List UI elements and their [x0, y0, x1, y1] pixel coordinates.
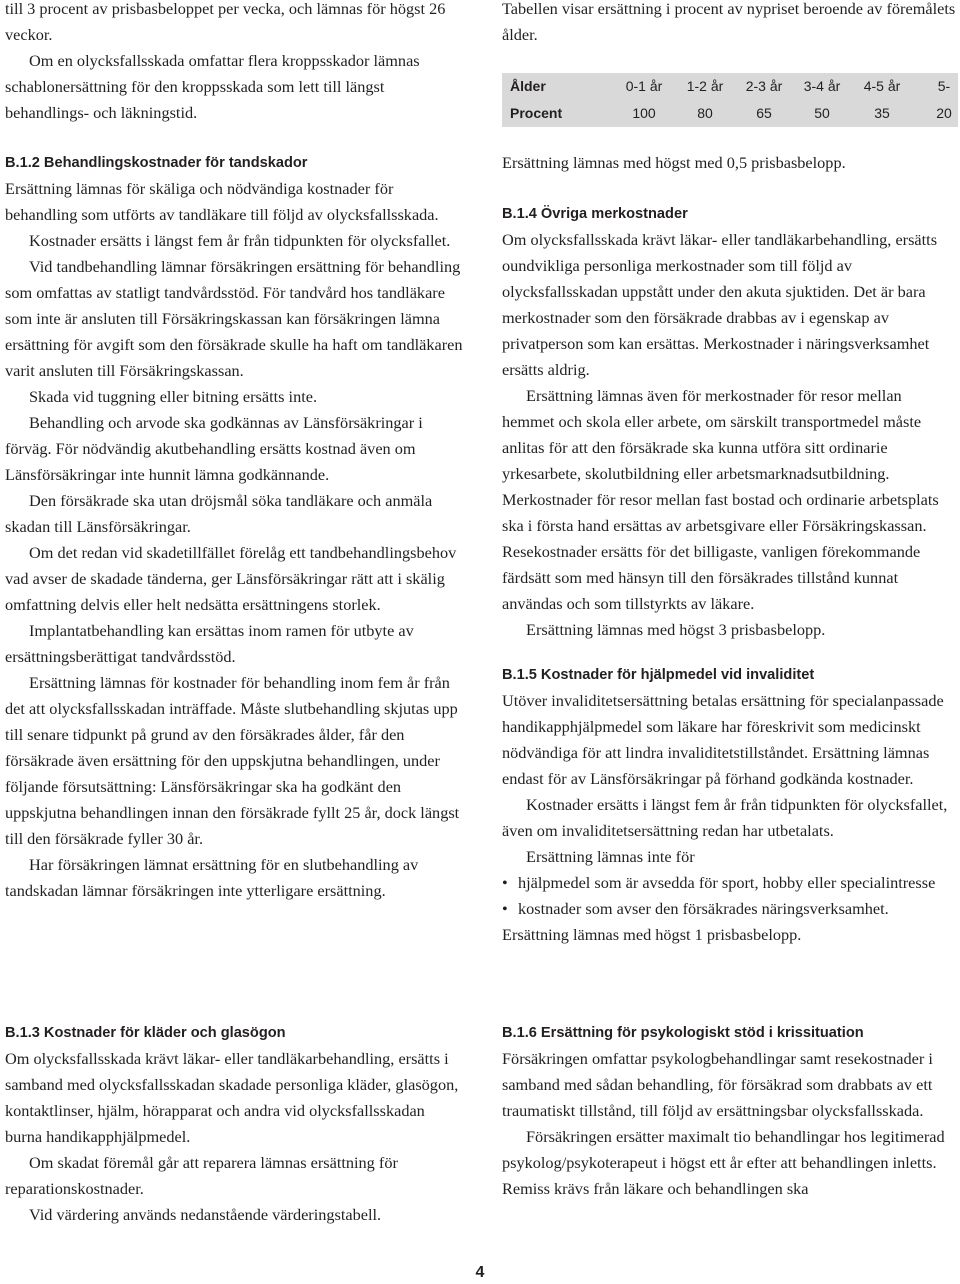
table-row-label: Procent [510, 105, 563, 121]
table-note [502, 150, 958, 176]
paragraph: Ersättning lämnas för kostnader för behandling inom fem år från det att olycksfallsskadan inträffade. Måste slutbehandling skjutas upp till senare tidpunkt på grund av den försäkrades ålder, får den försäkrade även ersättning för den uppskjutna behandlingen, under följande försutsättning: Länsförsäkringar ska ha godkänt den uppskjutna behandlingen innan den försäkrade fyllt 25 år, dock längst till den försäkrade fyller 30 år. [5, 673, 460, 848]
paragraph: Har försäkringen lämnat ersättning för en slutbehandling av tandskadan lämnar försäkringen inte ytterligare ersättning. [5, 855, 419, 900]
paragraph: Om skadat föremål går att reparera lämnas ersättning för reparationskostnader. [5, 1153, 398, 1198]
section-b12 [5, 150, 463, 904]
table-cell: 35 [874, 105, 890, 121]
continued-text-section [5, 0, 463, 126]
section-heading: B.1.5 Kostnader för hjälpmedel vid invaliditet [502, 667, 815, 683]
table-cell: 2-3 år [745, 78, 783, 94]
paragraph: Ersättning lämnas även för merkostnader för resor mellan hemmet och skola eller arbete, om särskilt transportmedel måste anlitas för att den försäkrade ska kunna utföra sitt ordinarie yrkesarbete, skolutbildning eller arbetsmarknadsutbildning. Merkostnader för resor mellan fast bostad och ordinarie arbetsplats ska i första hand ersättas av arbetsgivare eller Försäkringskassan. Resekostnader ersätts för det billigaste, vanligen förekommande färdsätt som med hänsyn till den försäkrades tillstånd kunnat användas och som tillstyrkts av läkare. [502, 386, 939, 613]
paragraph: Försäkringen ersätter maximalt tio behandlingar hos legitimerad psykolog/psykoterapeut i högst ett år efter att behandlingen inletts. Remiss krävs från läkare och behandlingen ska [502, 1127, 945, 1198]
section-heading: B.1.2 Behandlingskostnader för tandskador [5, 155, 308, 171]
section-b15 [502, 662, 958, 948]
paragraph: Ersättning lämnas med högst 3 prisbasbelopp. [526, 620, 826, 639]
paragraph: Skada vid tuggning eller bitning ersätts inte. [29, 387, 318, 406]
paragraph: Försäkringen omfattar psykologbehandlingar samt resekostnader i samband med sådan behandling, för försäkrad som drabbats av ett traumatiskt tillstånd, till följd av ersättningsbar olycksfallsskada. [502, 1049, 933, 1120]
table-cell: 80 [697, 105, 713, 121]
table-cell: 100 [632, 105, 656, 121]
paragraph: Vid tandbehandling lämnar försäkringen ersättning för behandling som omfattas av statligt tandvårdsstöd. För tandvård hos tandläkare som inte är ansluten till Försäkringskassan kan försäkringen lämna ersättning för avgift som den försäkrade skulle ha haft om tandläkaren varit ansluten till Försäkringskassan. [5, 257, 463, 380]
section-b14 [502, 201, 958, 643]
paragraph: Den försäkrade ska utan dröjsmål söka tandläkare och anmäla skadan till Länsförsäkringar. [5, 491, 433, 536]
valuation-table [502, 73, 958, 127]
paragraph: Behandling och arvode ska godkännas av Länsförsäkringar i förväg. För nödvändig akutbehandling ersätts kostnad även om Länsförsäkringar inte hunnit lämna godkännande. [5, 413, 423, 484]
paragraph: Ersättning lämnas med högst 1 prisbasbelopp. [502, 925, 802, 944]
paragraph: Ersättning lämnas för skäliga och nödvändiga kostnader för behandling som utförts av tandläkare till följd av olycksfallsskada. [5, 179, 439, 224]
table-cell: 20 [936, 105, 952, 121]
table-cell: 50 [814, 105, 830, 121]
table-cell: 3-4 år [803, 78, 841, 94]
paragraph: Vid värdering används nedanstående värderingstabell. [29, 1205, 382, 1224]
paragraph: Om olycksfallsskada krävt läkar- eller tandläkarbehandling, ersätts oundvikliga personliga merkostnader som till följd av olycksfallsskadan uppstått under den akuta sjuktiden. Det är bara merkostnader som den försäkrade drabbas av i egenskap av privatperson som kan ersättas. Merkostnader i näringsverksamhet ersätts aldrig. [502, 230, 938, 379]
section-b13 [5, 1020, 463, 1228]
table-cell: 5- [937, 78, 951, 94]
paragraph: till 3 procent av prisbasbeloppet per vecka, och lämnas för högst 26 veckor. [5, 0, 446, 44]
paragraph: Ersättning lämnas inte för [526, 847, 695, 866]
table-intro [502, 0, 958, 48]
paragraph: Kostnader ersätts i längst fem år från tidpunkten för olycksfallet, även om invaliditetsersättning redan har utbetalats. [502, 795, 948, 840]
paragraph: Utöver invaliditetsersättning betalas ersättning för specialanpassade handikapphjälpmedel som läkare har föreskrivit som medicinskt nödvändiga för att lindra invaliditetstillståndet. Ersättning lämnas endast för av Länsförsäkringar på förhand godkända kostnader. [502, 691, 944, 788]
table-cell: 65 [756, 105, 772, 121]
page-number: 4 [475, 1264, 485, 1281]
table-row-age [502, 73, 958, 100]
section-heading: B.1.4 Övriga merkostnader [502, 206, 688, 222]
list-item: • kostnader som avser den försäkrades näringsverksamhet. [502, 896, 958, 922]
table-row-label: Ålder [510, 78, 546, 94]
paragraph: Tabellen visar ersättning i procent av nypriset beroende av föremålets ålder. [502, 0, 956, 44]
table-cell: 4-5 år [863, 78, 901, 94]
paragraph: Om det redan vid skadetillfället förelåg ett tandbehandlingsbehov vad avser de skadade tänderna, ger Länsförsäkringar rätt att i skälig omfattning delvis eller helt nedsätta ersättningens storlek. [5, 543, 457, 614]
table-cell: 0-1 år [625, 78, 663, 94]
bullet-list [502, 870, 958, 922]
paragraph: Om en olycksfallsskada omfattar flera kroppsskador lämnas schablonersättning för den kroppsskada som lett till längst behandlings- och läkningstid. [5, 51, 420, 122]
table-cell: 1-2 år [686, 78, 724, 94]
section-b16 [502, 1020, 958, 1202]
paragraph: Om olycksfallsskada krävt läkar- eller tandläkarbehandling, ersätts i samband med olycksfallsskadan skadade personliga kläder, glasögon, kontaktlinser, hjälm, hörapparat och andra vid olycksfallsskadan burna handikapphjälpmedel. [5, 1049, 459, 1146]
section-heading: B.1.6 Ersättning för psykologiskt stöd i krissituation [502, 1025, 864, 1041]
paragraph: Implantatbehandling kan ersättas inom ramen för utbyte av ersättningsberättigat tandvårdsstöd. [5, 621, 414, 666]
list-item: • hjälpmedel som är avsedda för sport, hobby eller specialintresse [502, 870, 958, 896]
table-row-percent [502, 100, 958, 127]
paragraph: Ersättning lämnas med högst med 0,5 prisbasbelopp. [502, 153, 846, 172]
paragraph: Kostnader ersätts i längst fem år från tidpunkten för olycksfallet. [29, 231, 451, 250]
section-heading: B.1.3 Kostnader för kläder och glasögon [5, 1025, 286, 1041]
